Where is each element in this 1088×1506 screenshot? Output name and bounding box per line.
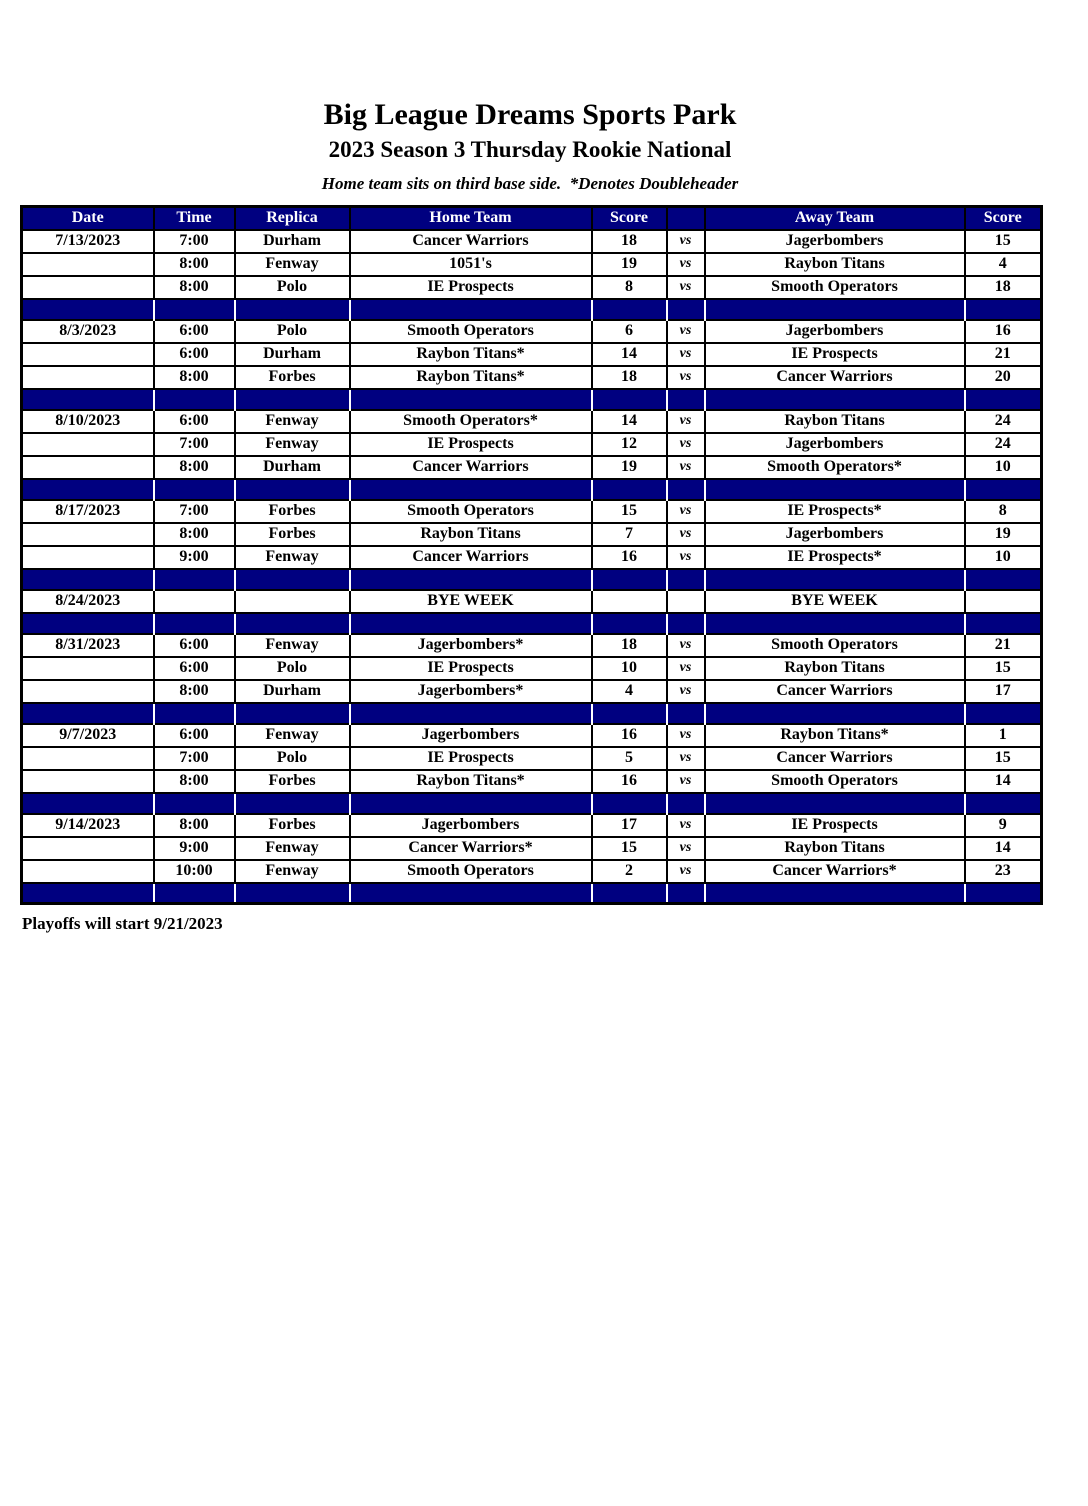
- home-team-cell: IE Prospects: [350, 433, 592, 456]
- separator-cell: [350, 883, 592, 904]
- date-cell: [22, 546, 154, 569]
- home-team-cell: IE Prospects: [350, 276, 592, 299]
- game-row: [22, 276, 1042, 299]
- vs-cell: vs: [667, 343, 705, 366]
- date-cell: 8/31/2023: [22, 634, 154, 657]
- game-row: [22, 860, 1042, 883]
- home-team-cell: Smooth Operators: [350, 860, 592, 883]
- separator-cell: [154, 479, 235, 500]
- home-score-cell: 15: [592, 500, 667, 523]
- date-header: Date: [22, 207, 154, 230]
- date-cell: [22, 837, 154, 860]
- time-cell: 8:00: [154, 814, 235, 837]
- home-score-cell: 8: [592, 276, 667, 299]
- game-row: [22, 747, 1042, 770]
- time-cell: 6:00: [154, 343, 235, 366]
- home-team-cell: Smooth Operators: [350, 320, 592, 343]
- date-cell: [22, 657, 154, 680]
- separator-cell: [965, 703, 1042, 724]
- game-row: [22, 433, 1042, 456]
- home-score-cell: 14: [592, 343, 667, 366]
- home-score-cell: 6: [592, 320, 667, 343]
- separator-cell: [235, 569, 350, 590]
- away-team-cell: Raybon Titans: [705, 837, 965, 860]
- away-score-cell: 18: [965, 276, 1042, 299]
- separator-cell: [22, 479, 154, 500]
- time-cell: 6:00: [154, 320, 235, 343]
- separator-cell: [667, 479, 705, 500]
- home-score-cell: 15: [592, 837, 667, 860]
- separator-cell: [154, 883, 235, 904]
- home-team-cell: Jagerbombers: [350, 814, 592, 837]
- away-score-cell: 15: [965, 747, 1042, 770]
- replica-cell: Durham: [235, 456, 350, 479]
- away-score-cell: 4: [965, 253, 1042, 276]
- separator-cell: [667, 569, 705, 590]
- separator-cell: [667, 703, 705, 724]
- vs-cell: vs: [667, 837, 705, 860]
- home-team-cell: Cancer Warriors: [350, 456, 592, 479]
- time-header: Time: [154, 207, 235, 230]
- bye-row: [22, 590, 1042, 613]
- game-row: [22, 546, 1042, 569]
- vs-cell: vs: [667, 657, 705, 680]
- separator-cell: [350, 299, 592, 320]
- vs-cell: vs: [667, 814, 705, 837]
- away-team-cell: IE Prospects: [705, 814, 965, 837]
- away-score-cell: 10: [965, 456, 1042, 479]
- vs-cell: vs: [667, 724, 705, 747]
- away-team-cell: Raybon Titans: [705, 657, 965, 680]
- date-cell: 9/7/2023: [22, 724, 154, 747]
- vs-header: [667, 207, 705, 230]
- separator-cell: [22, 613, 154, 634]
- replica-cell: Polo: [235, 276, 350, 299]
- vs-cell: vs: [667, 680, 705, 703]
- separator-row: [22, 569, 1042, 590]
- separator-cell: [592, 703, 667, 724]
- date-cell: 7/13/2023: [22, 230, 154, 253]
- away-score-cell: [965, 590, 1042, 613]
- game-row: [22, 410, 1042, 433]
- separator-cell: [154, 793, 235, 814]
- away-score-cell: 15: [965, 230, 1042, 253]
- separator-cell: [154, 613, 235, 634]
- time-cell: 7:00: [154, 230, 235, 253]
- game-row: [22, 634, 1042, 657]
- separator-cell: [592, 479, 667, 500]
- home-score-cell: 16: [592, 546, 667, 569]
- away-score-cell: 20: [965, 366, 1042, 389]
- game-row: [22, 500, 1042, 523]
- home-score-cell: 12: [592, 433, 667, 456]
- vs-cell: vs: [667, 770, 705, 793]
- home-score-cell: 16: [592, 770, 667, 793]
- replica-cell: Fenway: [235, 546, 350, 569]
- replica-cell: Fenway: [235, 253, 350, 276]
- vs-cell: vs: [667, 500, 705, 523]
- away-team-cell: BYE WEEK: [705, 590, 965, 613]
- home-score-header: Score: [592, 207, 667, 230]
- home-score-cell: 2: [592, 860, 667, 883]
- game-row: [22, 680, 1042, 703]
- vs-cell: vs: [667, 523, 705, 546]
- separator-row: [22, 389, 1042, 410]
- separator-cell: [965, 883, 1042, 904]
- replica-cell: Forbes: [235, 523, 350, 546]
- separator-cell: [350, 703, 592, 724]
- separator-cell: [965, 389, 1042, 410]
- away-score-cell: 17: [965, 680, 1042, 703]
- separator-cell: [350, 793, 592, 814]
- vs-cell: vs: [667, 276, 705, 299]
- replica-cell: Durham: [235, 230, 350, 253]
- away-team-cell: Cancer Warriors*: [705, 860, 965, 883]
- date-cell: [22, 747, 154, 770]
- replica-cell: Fenway: [235, 634, 350, 657]
- away-score-cell: 21: [965, 343, 1042, 366]
- separator-cell: [965, 613, 1042, 634]
- away-team-cell: Cancer Warriors: [705, 366, 965, 389]
- separator-cell: [22, 569, 154, 590]
- replica-cell: Forbes: [235, 814, 350, 837]
- away-team-cell: Raybon Titans: [705, 410, 965, 433]
- separator-cell: [592, 883, 667, 904]
- away-score-cell: 10: [965, 546, 1042, 569]
- separator-cell: [592, 299, 667, 320]
- replica-cell: Polo: [235, 320, 350, 343]
- home-team-cell: Raybon Titans*: [350, 366, 592, 389]
- home-score-cell: 17: [592, 814, 667, 837]
- page: [0, 98, 1088, 934]
- home-team-cell: Cancer Warriors: [350, 546, 592, 569]
- separator-cell: [235, 703, 350, 724]
- separator-cell: [667, 883, 705, 904]
- away-team-cell: Raybon Titans*: [705, 724, 965, 747]
- home-score-cell: 19: [592, 253, 667, 276]
- home-score-cell: 18: [592, 634, 667, 657]
- away-score-cell: 1: [965, 724, 1042, 747]
- away-score-cell: 14: [965, 837, 1042, 860]
- home-team-header: Home Team: [350, 207, 592, 230]
- home-team-cell: Cancer Warriors*: [350, 837, 592, 860]
- replica-cell: Forbes: [235, 500, 350, 523]
- time-cell: 6:00: [154, 724, 235, 747]
- vs-cell: vs: [667, 747, 705, 770]
- time-cell: 8:00: [154, 456, 235, 479]
- away-score-cell: 15: [965, 657, 1042, 680]
- vs-cell: vs: [667, 253, 705, 276]
- away-score-cell: 21: [965, 634, 1042, 657]
- date-cell: [22, 770, 154, 793]
- time-cell: 9:00: [154, 546, 235, 569]
- page-subtitle: 2023 Season 3 Thursday Rookie National: [328, 137, 732, 162]
- time-cell: [154, 590, 235, 613]
- replica-cell: Polo: [235, 747, 350, 770]
- game-row: [22, 253, 1042, 276]
- separator-row: [22, 703, 1042, 724]
- game-row: [22, 343, 1042, 366]
- away-score-cell: 9: [965, 814, 1042, 837]
- replica-cell: Durham: [235, 343, 350, 366]
- schedule-table: [20, 205, 1043, 905]
- date-cell: 9/14/2023: [22, 814, 154, 837]
- separator-cell: [705, 883, 965, 904]
- separator-cell: [154, 569, 235, 590]
- home-score-cell: 7: [592, 523, 667, 546]
- separator-cell: [705, 569, 965, 590]
- home-score-cell: 5: [592, 747, 667, 770]
- time-cell: 7:00: [154, 500, 235, 523]
- home-team-cell: Raybon Titans: [350, 523, 592, 546]
- away-team-cell: Jagerbombers: [705, 523, 965, 546]
- separator-cell: [235, 389, 350, 410]
- home-team-cell: IE Prospects: [350, 747, 592, 770]
- away-team-cell: Smooth Operators: [705, 276, 965, 299]
- replica-cell: Durham: [235, 680, 350, 703]
- separator-cell: [705, 703, 965, 724]
- separator-cell: [705, 479, 965, 500]
- date-cell: [22, 366, 154, 389]
- home-score-cell: 4: [592, 680, 667, 703]
- playoffs-note: Playoffs will start 9/21/2023: [22, 914, 223, 933]
- home-team-cell: Raybon Titans*: [350, 770, 592, 793]
- home-team-cell: 1051's: [350, 253, 592, 276]
- away-score-cell: 23: [965, 860, 1042, 883]
- time-cell: 7:00: [154, 747, 235, 770]
- separator-cell: [154, 299, 235, 320]
- home-team-cell: Jagerbombers*: [350, 680, 592, 703]
- replica-cell: [235, 590, 350, 613]
- time-cell: 8:00: [154, 680, 235, 703]
- header-row: [22, 207, 1042, 230]
- date-cell: [22, 456, 154, 479]
- separator-row: [22, 299, 1042, 320]
- away-team-cell: Jagerbombers: [705, 320, 965, 343]
- away-team-cell: IE Prospects*: [705, 546, 965, 569]
- time-cell: 7:00: [154, 433, 235, 456]
- separator-row: [22, 883, 1042, 904]
- replica-cell: Polo: [235, 657, 350, 680]
- vs-cell: vs: [667, 433, 705, 456]
- date-cell: 8/17/2023: [22, 500, 154, 523]
- vs-cell: vs: [667, 860, 705, 883]
- game-row: [22, 456, 1042, 479]
- separator-cell: [350, 479, 592, 500]
- away-score-cell: 8: [965, 500, 1042, 523]
- game-row: [22, 814, 1042, 837]
- time-cell: 8:00: [154, 366, 235, 389]
- date-cell: [22, 343, 154, 366]
- vs-cell: [667, 590, 705, 613]
- game-row: [22, 770, 1042, 793]
- separator-cell: [667, 793, 705, 814]
- separator-cell: [592, 793, 667, 814]
- separator-cell: [22, 299, 154, 320]
- separator-cell: [592, 569, 667, 590]
- away-team-cell: IE Prospects*: [705, 500, 965, 523]
- time-cell: 8:00: [154, 523, 235, 546]
- game-row: [22, 366, 1042, 389]
- time-cell: 6:00: [154, 634, 235, 657]
- separator-cell: [965, 479, 1042, 500]
- away-team-cell: Jagerbombers: [705, 230, 965, 253]
- separator-cell: [22, 389, 154, 410]
- separator-cell: [592, 389, 667, 410]
- away-team-cell: Raybon Titans: [705, 253, 965, 276]
- separator-cell: [235, 613, 350, 634]
- away-team-header: Away Team: [705, 207, 965, 230]
- separator-cell: [154, 389, 235, 410]
- home-score-cell: 10: [592, 657, 667, 680]
- time-cell: 10:00: [154, 860, 235, 883]
- separator-row: [22, 613, 1042, 634]
- away-team-cell: Smooth Operators: [705, 634, 965, 657]
- date-cell: 8/24/2023: [22, 590, 154, 613]
- vs-cell: vs: [667, 320, 705, 343]
- replica-cell: Fenway: [235, 410, 350, 433]
- home-team-cell: Jagerbombers: [350, 724, 592, 747]
- replica-cell: Forbes: [235, 366, 350, 389]
- schedule-rows: [22, 230, 1042, 904]
- home-team-cell: Jagerbombers*: [350, 634, 592, 657]
- replica-cell: Fenway: [235, 837, 350, 860]
- away-score-cell: 19: [965, 523, 1042, 546]
- game-row: [22, 724, 1042, 747]
- separator-cell: [154, 703, 235, 724]
- home-score-cell: 19: [592, 456, 667, 479]
- separator-cell: [592, 613, 667, 634]
- home-score-cell: 18: [592, 230, 667, 253]
- date-cell: 8/10/2023: [22, 410, 154, 433]
- home-score-cell: 18: [592, 366, 667, 389]
- date-cell: [22, 433, 154, 456]
- away-team-cell: Smooth Operators: [705, 770, 965, 793]
- separator-row: [22, 793, 1042, 814]
- game-row: [22, 523, 1042, 546]
- separator-cell: [350, 569, 592, 590]
- separator-cell: [235, 883, 350, 904]
- away-team-cell: Smooth Operators*: [705, 456, 965, 479]
- home-team-cell: Smooth Operators*: [350, 410, 592, 433]
- away-score-header: Score: [965, 207, 1042, 230]
- vs-cell: vs: [667, 634, 705, 657]
- date-cell: 8/3/2023: [22, 320, 154, 343]
- separator-cell: [235, 299, 350, 320]
- date-cell: [22, 523, 154, 546]
- replica-cell: Fenway: [235, 860, 350, 883]
- away-score-cell: 24: [965, 410, 1042, 433]
- separator-cell: [705, 793, 965, 814]
- separator-cell: [235, 793, 350, 814]
- date-cell: [22, 276, 154, 299]
- game-row: [22, 657, 1042, 680]
- vs-cell: vs: [667, 546, 705, 569]
- page-title: Big League Dreams Sports Park: [323, 98, 737, 131]
- separator-cell: [705, 613, 965, 634]
- separator-cell: [965, 569, 1042, 590]
- separator-cell: [705, 299, 965, 320]
- replica-cell: Fenway: [235, 433, 350, 456]
- separator-cell: [667, 389, 705, 410]
- separator-cell: [22, 793, 154, 814]
- separator-cell: [667, 613, 705, 634]
- home-score-cell: 16: [592, 724, 667, 747]
- vs-cell: vs: [667, 230, 705, 253]
- vs-cell: vs: [667, 456, 705, 479]
- game-row: [22, 837, 1042, 860]
- away-team-cell: IE Prospects: [705, 343, 965, 366]
- schedule-note: Home team sits on third base side. *Denotes Doubleheader: [321, 174, 739, 193]
- replica-cell: Forbes: [235, 770, 350, 793]
- away-team-cell: Cancer Warriors: [705, 747, 965, 770]
- date-cell: [22, 680, 154, 703]
- home-team-cell: Smooth Operators: [350, 500, 592, 523]
- separator-cell: [235, 479, 350, 500]
- home-team-cell: BYE WEEK: [350, 590, 592, 613]
- away-team-cell: Cancer Warriors: [705, 680, 965, 703]
- game-row: [22, 320, 1042, 343]
- away-score-cell: 16: [965, 320, 1042, 343]
- time-cell: 8:00: [154, 253, 235, 276]
- separator-cell: [22, 703, 154, 724]
- home-team-cell: Raybon Titans*: [350, 343, 592, 366]
- time-cell: 9:00: [154, 837, 235, 860]
- game-row: [22, 230, 1042, 253]
- separator-row: [22, 479, 1042, 500]
- vs-cell: vs: [667, 366, 705, 389]
- date-cell: [22, 253, 154, 276]
- separator-cell: [705, 389, 965, 410]
- vs-cell: vs: [667, 410, 705, 433]
- away-score-cell: 14: [965, 770, 1042, 793]
- time-cell: 8:00: [154, 276, 235, 299]
- time-cell: 6:00: [154, 657, 235, 680]
- home-team-cell: IE Prospects: [350, 657, 592, 680]
- home-score-cell: [592, 590, 667, 613]
- time-cell: 6:00: [154, 410, 235, 433]
- date-cell: [22, 860, 154, 883]
- home-score-cell: 14: [592, 410, 667, 433]
- separator-cell: [350, 613, 592, 634]
- away-team-cell: Jagerbombers: [705, 433, 965, 456]
- replica-header: Replica: [235, 207, 350, 230]
- separator-cell: [350, 389, 592, 410]
- home-team-cell: Cancer Warriors: [350, 230, 592, 253]
- separator-cell: [965, 793, 1042, 814]
- away-score-cell: 24: [965, 433, 1042, 456]
- separator-cell: [667, 299, 705, 320]
- time-cell: 8:00: [154, 770, 235, 793]
- replica-cell: Fenway: [235, 724, 350, 747]
- separator-cell: [22, 883, 154, 904]
- separator-cell: [965, 299, 1042, 320]
